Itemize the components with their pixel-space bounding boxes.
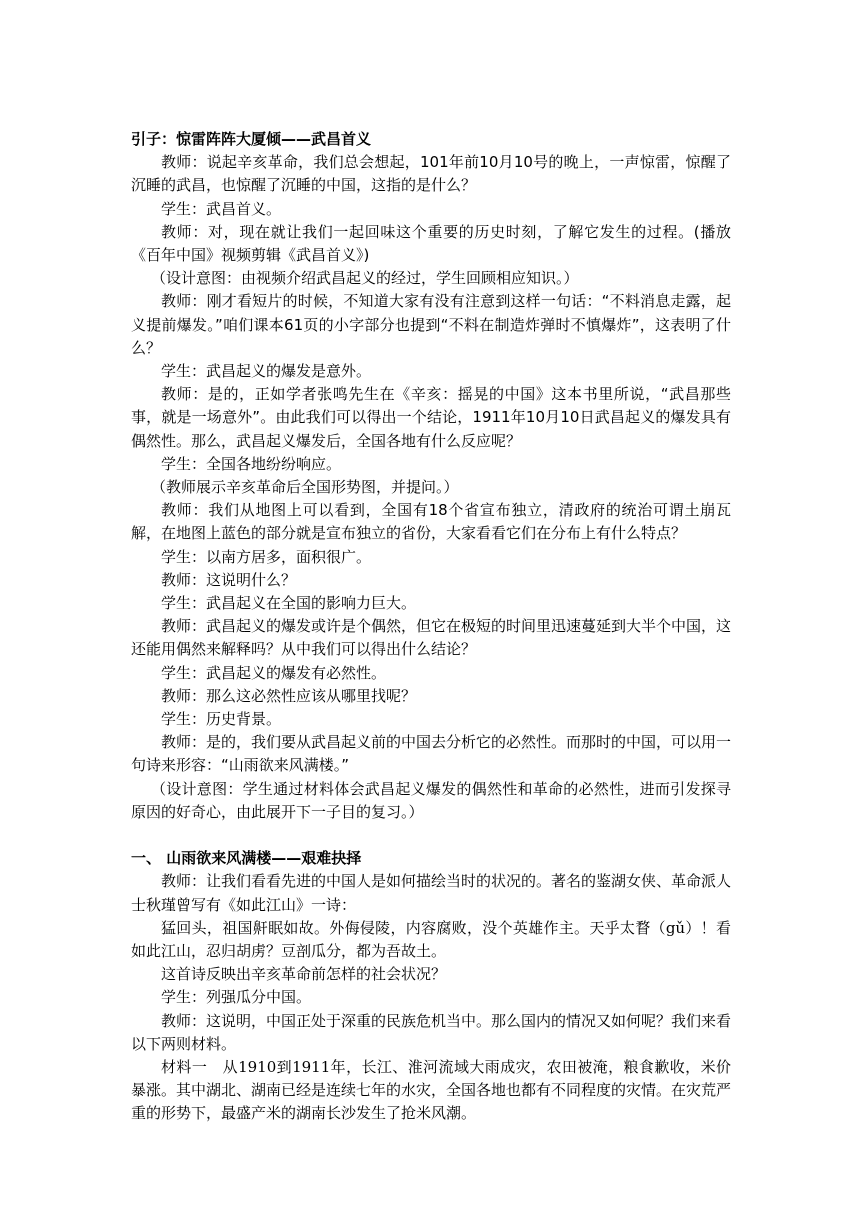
paragraph: 学生：全国各地纷纷响应。 — [161, 454, 342, 473]
paragraph: 教师：我们从地图上可以看到，全国有18个省宣布独立，清政府的统治可谓土崩瓦解，在地图上蓝色的部分就是宣布独立的省份，大家看看它们在分布上有什么特点？ — [131, 501, 731, 543]
poem-quote: 猛回头，祖国鼾眠如故。外侮侵陵，内容腐败，没个英雄作主。天乎太瞀（gǔ）！看如此江山，忍归胡虏？豆剖瓜分，都为吾故土。 — [131, 918, 731, 960]
intro-heading: 引子：惊雷阵阵大厦倾——武昌首义 — [131, 130, 372, 148]
paragraph: 教师：让我们看看先进的中国人是如何描绘当时的状况的。著名的鉴湖女侠、革命派人士秋瑾曾写有《如此江山》一诗： — [131, 872, 732, 914]
paragraph: 这首诗反映出辛亥革命前怎样的社会状况？ — [161, 965, 447, 984]
design-note: （设计意图：学生通过材料体会武昌起义爆发的偶然性和革命的必然性，进而引发探寻原因的好奇心，由此展开下一子目的复习。） — [131, 779, 731, 821]
document-body — [131, 128, 731, 1126]
paragraph: 学生：列强瓜分中国。 — [161, 988, 312, 1007]
section1-heading: 一、 山雨欲来风满楼——艰难抉择 — [131, 849, 362, 868]
paragraph: 教师：刚才看短片的时候，不知道大家有没有注意到这样一句话：“不料消息走露，起义提前爆发。”咱们课本61页的小字部分也提到“不料在制造炸弹时不慎爆炸”，这表明了什么？ — [131, 292, 731, 357]
paragraph: 学生：武昌首义。 — [161, 199, 282, 218]
teacher-note: （教师展示辛亥革命后全国形势图，并提问。） — [151, 478, 459, 497]
paragraph: 学生：历史背景。 — [161, 710, 282, 729]
section-spacer — [131, 824, 731, 847]
paragraph: 学生：以南方居多，面积很广。 — [161, 547, 372, 566]
paragraph: 学生：武昌起义的爆发是意外。 — [161, 362, 372, 381]
paragraph: 学生：武昌起义的爆发有必然性。 — [161, 663, 387, 682]
paragraph: 教师：是的，我们要从武昌起义前的中国去分析它的必然性。而那时的中国，可以用一句诗来形容：“山雨欲来风满楼。” — [131, 733, 732, 775]
paragraph: 教师：这说明，中国正处于深重的民族危机当中。那么国内的情况又如何呢？我们来看以下两则材料。 — [131, 1011, 732, 1053]
paragraph: 教师：是的，正如学者张鸣先生在《辛亥：摇晃的中国》这本书里所说，“武昌那些事，就是一场意外”。由此我们可以得出一个结论，1911年10月10日武昌起义的爆发具有偶然性。那么，武昌起义爆发后，全国各地有什么反应呢？ — [131, 385, 731, 450]
paragraph: 教师：武昌起义的爆发或许是个偶然，但它在极短的时间里迅速蔓延到大半个中国，这还能用偶然来解释吗？从中我们可以得出什么结论？ — [131, 617, 732, 659]
paragraph: 教师：说起辛亥革命，我们总会想起，101年前10月10号的晚上，一声惊雷，惊醒了沉睡的武昌，也惊醒了沉睡的中国，这指的是什么？ — [131, 153, 731, 195]
design-note: （设计意图：由视频介绍武昌起义的经过，学生回顾相应知识。） — [151, 269, 579, 288]
paragraph: 教师：对，现在就让我们一起回味这个重要的历史时刻，了解它发生的过程。(播放《百年中国》视频剪辑《武昌首义》) — [131, 222, 731, 265]
paragraph: 教师：这说明什么？ — [161, 570, 297, 589]
paragraph: 学生：武昌起义在全国的影响力巨大。 — [161, 594, 417, 613]
material-quote: 材料一 从1910到1911年，长江、淮河流域大雨成灾，农田被淹，粮食歉收，米价暴涨。其中湖北、湖南已经是连续七年的水灾，全国各地也都有不同程度的灾情。在灾荒严重的形势下，最盛产米的湖南长沙发生了抢米风潮。 — [131, 1057, 732, 1123]
paragraph: 教师：那么这必然性应该从哪里找呢？ — [161, 686, 417, 705]
